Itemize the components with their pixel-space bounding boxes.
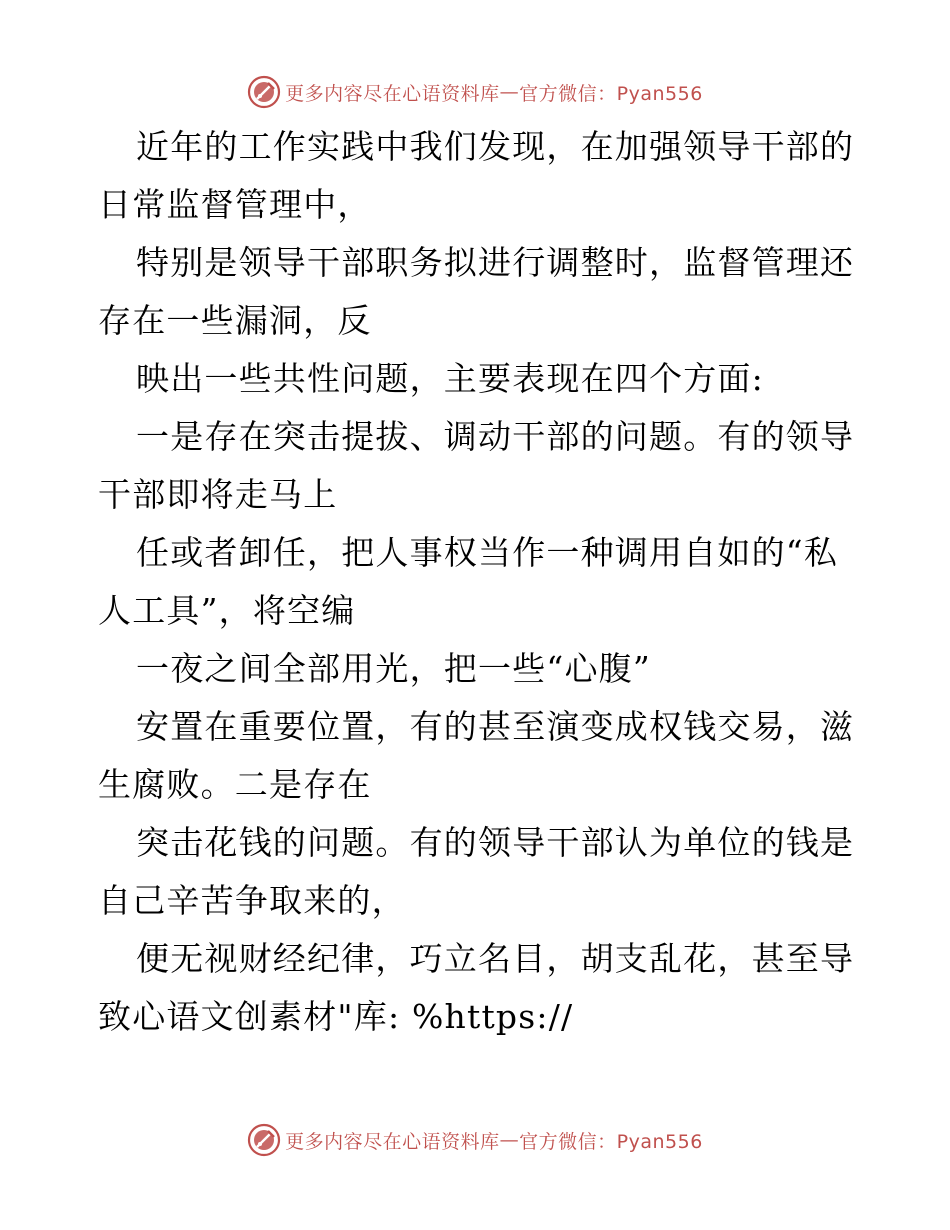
- body-line: 自己辛苦争取来的，: [98, 881, 406, 920]
- body-line: 便无视财经纪律，巧立名目，胡支乱花，甚至导: [136, 939, 855, 978]
- footer-wechat-text: 官方微信：Pyan556: [519, 1130, 703, 1153]
- body-line: 特别是领导干部职务拟进行调整时，监督管理还: [136, 243, 855, 282]
- footer-brand-text: 更多内容尽在心语资料库: [285, 1130, 500, 1153]
- body-line: 一夜之间全部用光，把一些“心腹”: [136, 649, 651, 688]
- body-line: 致心语文创素材"库: %https://: [98, 997, 574, 1036]
- body-line: 日常监督管理中，: [98, 185, 372, 224]
- body-line: 人工具”，将空编: [98, 591, 356, 630]
- body-line: 干部即将走马上: [98, 475, 338, 514]
- seal-logo-icon: [247, 1123, 281, 1157]
- body-line: 近年的工作实践中我们发现，在加强领导干部的: [136, 127, 855, 166]
- header-wechat-text: 官方微信：Pyan556: [519, 82, 703, 105]
- body-line: 存在一些漏洞，反: [98, 301, 372, 340]
- document-body: [98, 118, 858, 1046]
- body-line: 映出一些共性问题，主要表现在四个方面:: [136, 359, 764, 398]
- footer-dash: —: [499, 1129, 520, 1151]
- body-line: 一是存在突击提拔、调动干部的问题。有的领导: [136, 417, 855, 456]
- seal-logo-icon: [247, 75, 281, 109]
- body-line: 任或者卸任，把人事权当作一种调用自如的“私: [136, 533, 839, 572]
- body-line: 安置在重要位置，有的甚至演变成权钱交易，滋: [136, 707, 855, 746]
- footer-banner: [0, 1120, 950, 1160]
- header-banner: [0, 72, 950, 112]
- header-dash: —: [499, 81, 520, 103]
- body-line: 生腐败。二是存在: [98, 765, 372, 804]
- header-brand-text: 更多内容尽在心语资料库: [285, 82, 500, 105]
- body-line: 突击花钱的问题。有的领导干部认为单位的钱是: [136, 823, 855, 862]
